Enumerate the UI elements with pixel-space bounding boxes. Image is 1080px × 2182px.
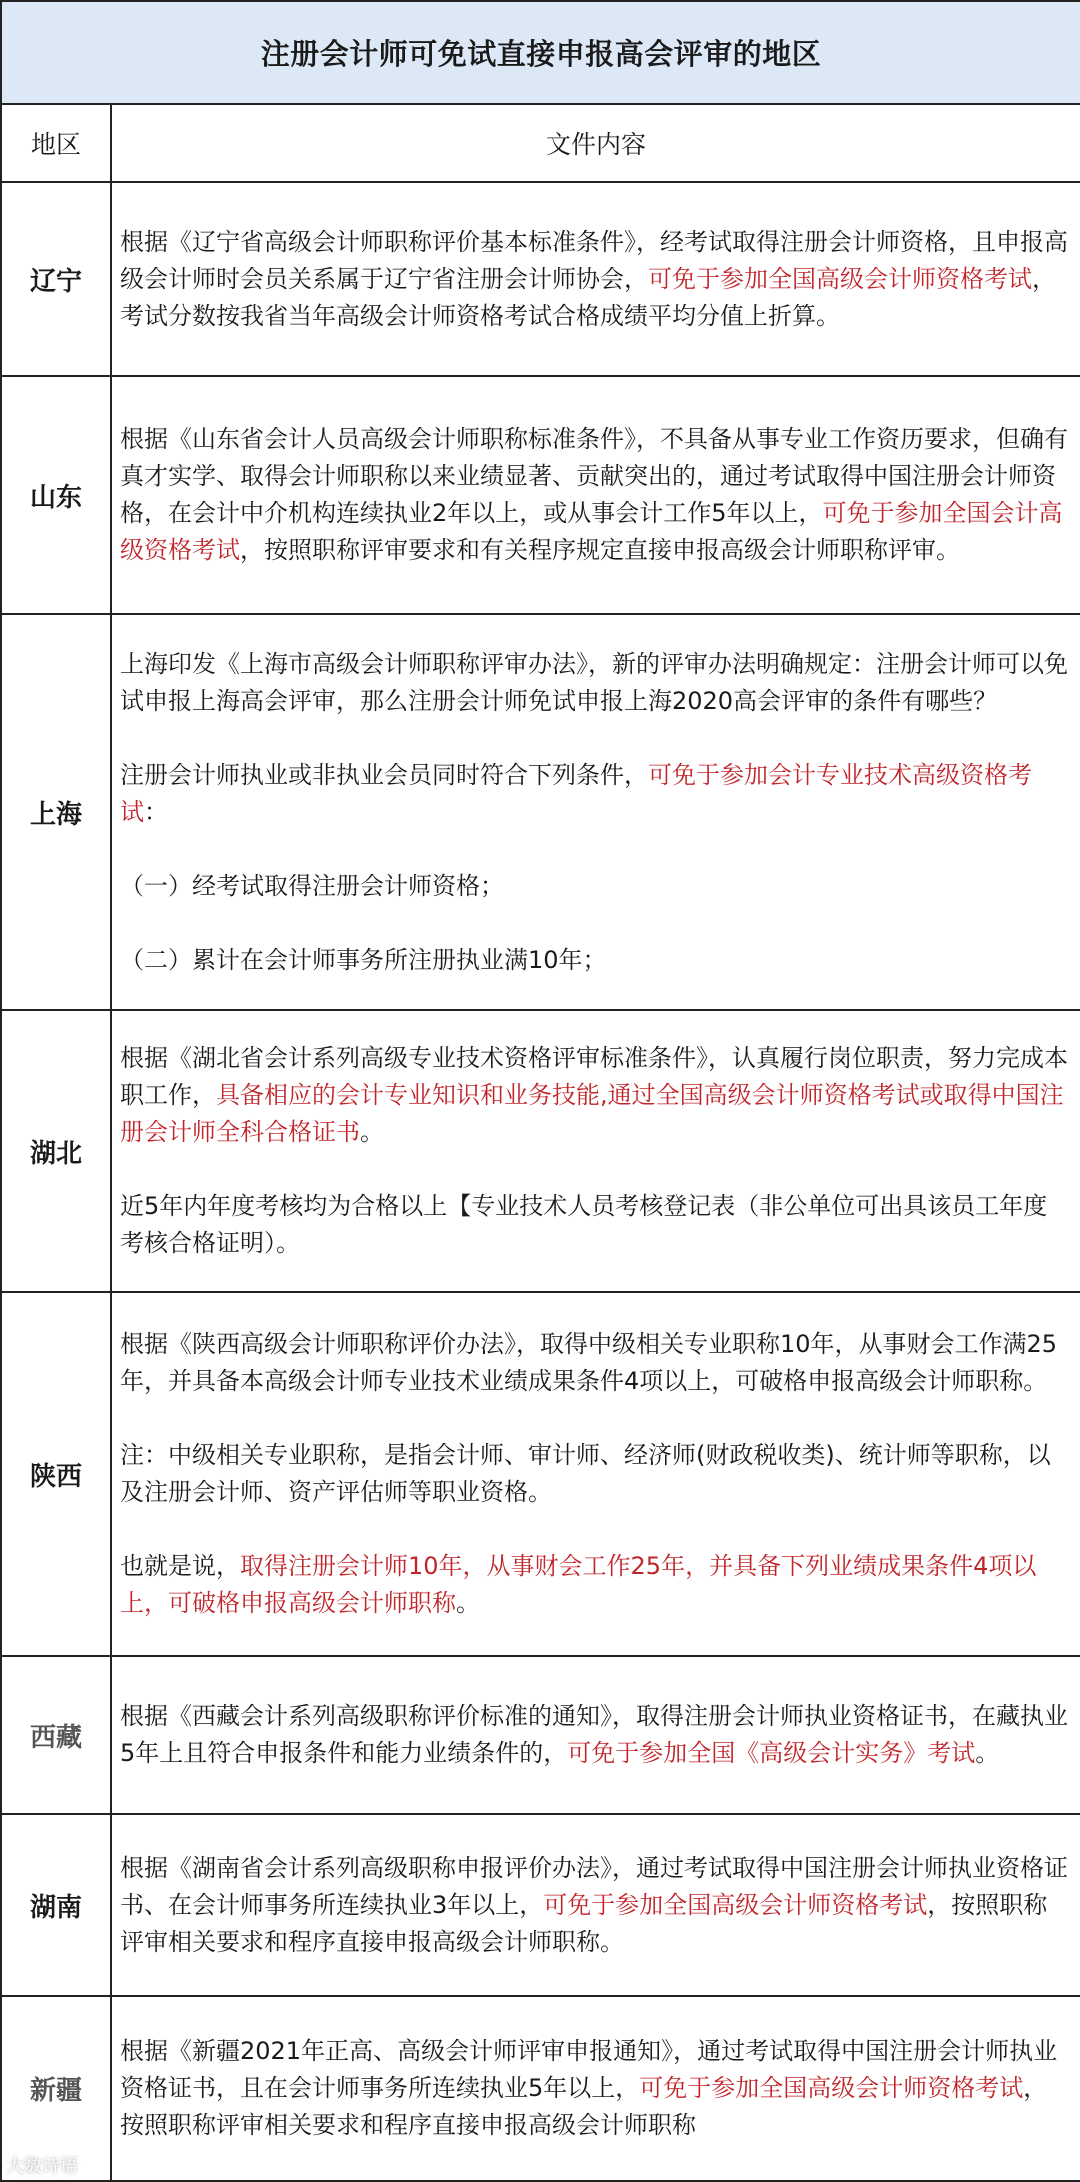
content-cell bbox=[111, 1010, 1080, 1292]
region-cell: 辽宁 bbox=[1, 182, 111, 376]
body-text: 根据《山东省会计人员高级会计师职称标准条件》，不具备从事专业工作资历要求，但确有真才实学、取得会计师职称以来业绩显著、贡献突出的，通过考试取得中国注册会计师资格，在会计中介机构连续执业2年以上，或从事会计工作5年以上， bbox=[120, 425, 1068, 527]
highlight-text: 可免于参加全国高级会计师资格考试 bbox=[543, 1890, 928, 1919]
body-text: 根据《湖北省会计系列高级专业技术资格评审标准条件》，认真履行岗位职责，努力完成本职工作， bbox=[120, 1044, 1068, 1109]
content-paragraph bbox=[120, 224, 1070, 335]
content-cell bbox=[111, 1656, 1080, 1814]
body-text: ，考试分数按我省当年高级会计师资格考试合格成绩平均分值上折算。 bbox=[120, 264, 1056, 330]
highlight-text: 可免于参加会计专业技术高级资格考试 bbox=[120, 760, 1032, 826]
table-row bbox=[1, 182, 1080, 376]
region-cell: 山东 bbox=[1, 376, 111, 614]
body-text: ： bbox=[144, 797, 168, 826]
region-cell: 陕西 bbox=[1, 1292, 111, 1656]
title-row bbox=[1, 1, 1080, 104]
content-paragraph bbox=[120, 868, 1070, 905]
watermark-text: 大数诗语 bbox=[6, 2156, 78, 2177]
table-row bbox=[1, 376, 1080, 614]
content-paragraph bbox=[120, 942, 1070, 979]
table-row bbox=[1, 1814, 1080, 1996]
content-header: 文件内容 bbox=[111, 104, 1080, 182]
body-text: （一）经考试取得注册会计师资格； bbox=[120, 871, 504, 900]
body-text: 注册会计师执业或非执业会员同时符合下列条件， bbox=[120, 760, 648, 789]
table-title: 注册会计师可免试直接申报高会评审的地区 bbox=[1, 1, 1080, 104]
body-text: 根据《辽宁省高级会计师职称评价基本标准条件》，经考试取得注册会计师资格，且申报高级会计师时会员关系属于辽宁省注册会计师协会， bbox=[120, 227, 1068, 293]
table-row bbox=[1, 1996, 1080, 2181]
content-paragraph bbox=[120, 1040, 1070, 1151]
content-paragraph bbox=[120, 421, 1070, 569]
content-paragraph bbox=[120, 1698, 1070, 1772]
content-paragraph bbox=[120, 1437, 1070, 1511]
region-cell: 湖南 bbox=[1, 1814, 111, 1996]
content-paragraph bbox=[120, 1850, 1070, 1961]
header-row bbox=[1, 104, 1080, 182]
body-text: 也就是说， bbox=[120, 1552, 240, 1580]
body-text: 。 bbox=[975, 1739, 1000, 1767]
content-paragraph bbox=[120, 1326, 1070, 1400]
body-text: 近5年内年度考核均为合格以上【专业技术人员考核登记表（非公单位可出具该员工年度考核合格证明）。 bbox=[120, 1192, 1048, 1257]
table-row bbox=[1, 1656, 1080, 1814]
body-text: ，按照职称评审相关要求和程序直接申报高级会计师职称 bbox=[120, 2074, 1048, 2139]
content-paragraph bbox=[120, 1548, 1070, 1622]
body-text: 根据《陕西高级会计师职称评价办法》，取得中级相关专业职称10年，从事财会工作满25年，并具备本高级会计师专业技术业绩成果条件4项以上，可破格申报高级会计师职称。 bbox=[120, 1330, 1058, 1395]
body-text: 根据《新疆2021年正高、高级会计师评审申报通知》，通过考试取得中国注册会计师执业资格证书，且在会计师事务所连续执业5年以上， bbox=[120, 2037, 1058, 2102]
region-cell: 西藏 bbox=[1, 1656, 111, 1814]
highlight-text: 可免于参加全国高级会计师资格考试 bbox=[639, 2074, 1024, 2102]
body-text: 注：中级相关专业职称，是指会计师、审计师、经济师(财政税收类)、统计师等职称，以及注册会计师、资产评估师等职业资格。 bbox=[120, 1441, 1051, 1506]
content-paragraph bbox=[120, 646, 1070, 720]
content-cell bbox=[111, 1292, 1080, 1656]
body-text: 根据《湖南省会计系列高级职称申报评价办法》，通过考试取得中国注册会计师执业资格证书、在会计师事务所连续执业3年以上， bbox=[120, 1853, 1068, 1919]
highlight-text: 可免于参加全国《高级会计实务》考试 bbox=[567, 1739, 976, 1767]
body-text: 根据《西藏会计系列高级职称评价标准的通知》，取得注册会计师执业资格证书，在藏执业5年上且符合申报条件和能力业绩条件的， bbox=[120, 1702, 1068, 1767]
table-row bbox=[1, 1010, 1080, 1292]
content-paragraph bbox=[120, 1188, 1070, 1262]
body-text: 。 bbox=[456, 1589, 480, 1617]
content-paragraph bbox=[120, 757, 1070, 831]
highlight-text: 具备相应的会计专业知识和业务技能,通过全国高级会计师资格考试或取得中国注册会计师全科合格证书 bbox=[120, 1081, 1064, 1146]
body-text: （二）累计在会计师事务所注册执业满10年； bbox=[120, 945, 607, 974]
region-header: 地区 bbox=[1, 104, 111, 182]
region-cell: 湖北 bbox=[1, 1010, 111, 1292]
content-cell bbox=[111, 376, 1080, 614]
highlight-text: 可免于参加全国高级会计师资格考试 bbox=[648, 264, 1032, 293]
body-text: 上海印发《上海市高级会计师职称评审办法》，新的评审办法明确规定：注册会计师可以免试申报上海高会评审，那么注册会计师免试申报上海2020高会评审的条件有哪些？ bbox=[120, 649, 1068, 715]
body-text: ，按照职称评审要求和有关程序规定直接申报高级会计师职称评审。 bbox=[240, 536, 960, 564]
table-row bbox=[1, 1292, 1080, 1656]
content-cell bbox=[111, 614, 1080, 1010]
highlight-text: 可免于参加全国会计高级资格考试 bbox=[120, 499, 1063, 564]
content-cell bbox=[111, 182, 1080, 376]
body-text: ，按照职称评审相关要求和程序直接申报高级会计师职称。 bbox=[120, 1890, 1048, 1956]
content-cell bbox=[111, 1996, 1080, 2181]
table-row bbox=[1, 614, 1080, 1010]
region-cell: 上海 bbox=[1, 614, 111, 1010]
region-cell: 新疆 bbox=[1, 1996, 111, 2181]
content-paragraph bbox=[120, 2033, 1070, 2144]
highlight-text: 取得注册会计师10年，从事财会工作25年，并具备下列业绩成果条件4项以上，可破格申报高级会计师职称 bbox=[120, 1552, 1037, 1617]
body-text: 。 bbox=[360, 1118, 384, 1146]
content-cell bbox=[111, 1814, 1080, 1996]
